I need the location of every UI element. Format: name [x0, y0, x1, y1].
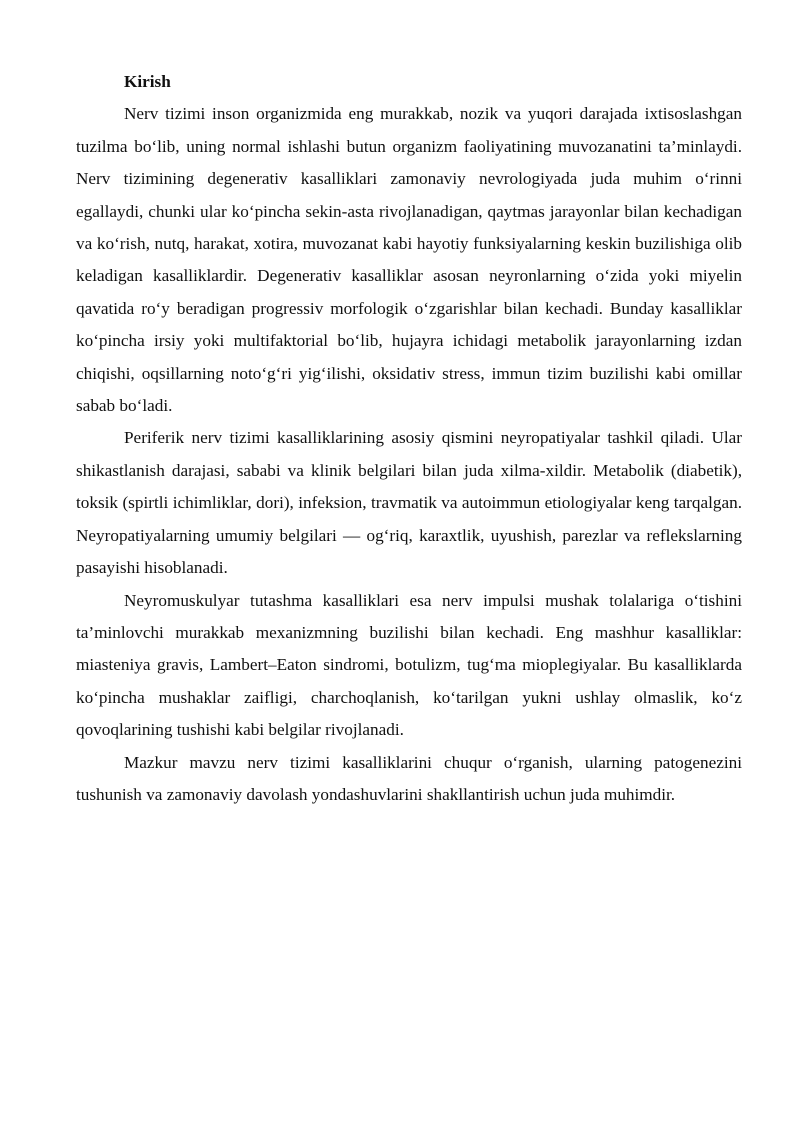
document-page [76, 66, 742, 811]
paragraph-peripheral-neuropathy: Periferik nerv tizimi kasalliklarining asosiy qismini neyropatiyalar tashkil qiladi. Ular shikastlanish darajasi, sababi va klinik belgilari bilan juda xilma-xildir. Metabolik (diabetik), toksik (spirtli ichimliklar, dori), infeksion, travmatik va autoimmun etiologiyalar keng tarqalgan. Neyropatiyalarning umumiy belgilari — og‘riq, karaxtlik, uyushish, parezlar va reflekslarning pasayishi hisoblanadi. [76, 428, 742, 578]
paragraph-conclusion: Mazkur mavzu nerv tizimi kasalliklarini chuqur o‘rganish, ularning patogenezini tushunish va zamonaviy davolash yondashuvlarini shakllantirish uchun juda muhimdir. [76, 752, 742, 804]
paragraph-intro: Nerv tizimi inson organizmida eng murakkab, nozik va yuqori darajada ixtisoslashgan tuzilma bo‘lib, uning normal ishlashi butun organizm faoliyatining muvozanatini ta’minlaydi. Nerv tizimining degenerativ kasalliklari zamonaviy nevrologiyada juda muhim o‘rinni egallaydi, chunki ular ko‘pincha sekin-asta rivojlanadigan, qaytmas jarayonlar bilan kechadigan va ko‘rish, nutq, harakat, xotira, muvozanat kabi hayotiy funksiyalarning keskin buzilishiga olib keladigan kasalliklardir. Degenerativ kasalliklar asosan neyronlarning o‘zida yoki miyelin qavatida ro‘y beradigan progressiv morfologik o‘zgarishlar bilan kechadi. Bunday kasalliklar ko‘pincha irsiy yoki multifaktorial bo‘lib, hujayra ichidagi metabolik jarayonlarning izdan chiqishi, oqsillarning noto‘g‘ri yig‘ilishi, oksidativ stress, immun tizim buzilishi kabi omillar sabab bo‘ladi. [76, 104, 742, 416]
paragraph-neuromuscular: Neyromuskulyar tutashma kasalliklari esa nerv impulsi mushak tolalariga o‘tishini ta’minlovchi murakkab mexanizmning buzilishi bilan kechadi. Eng mashhur kasalliklar: miasteniya gravis, Lambert–Eaton sindromi, botulizm, tug‘ma mioplegiyalar. Bu kasalliklarda ko‘pincha mushaklar zaifligi, charchoqlanish, ko‘tarilgan yukni ushlay olmaslik, ko‘z qovoqlarining tushishi kabi belgilar rivojlanadi. [76, 590, 742, 740]
section-heading: Kirish [124, 72, 171, 91]
